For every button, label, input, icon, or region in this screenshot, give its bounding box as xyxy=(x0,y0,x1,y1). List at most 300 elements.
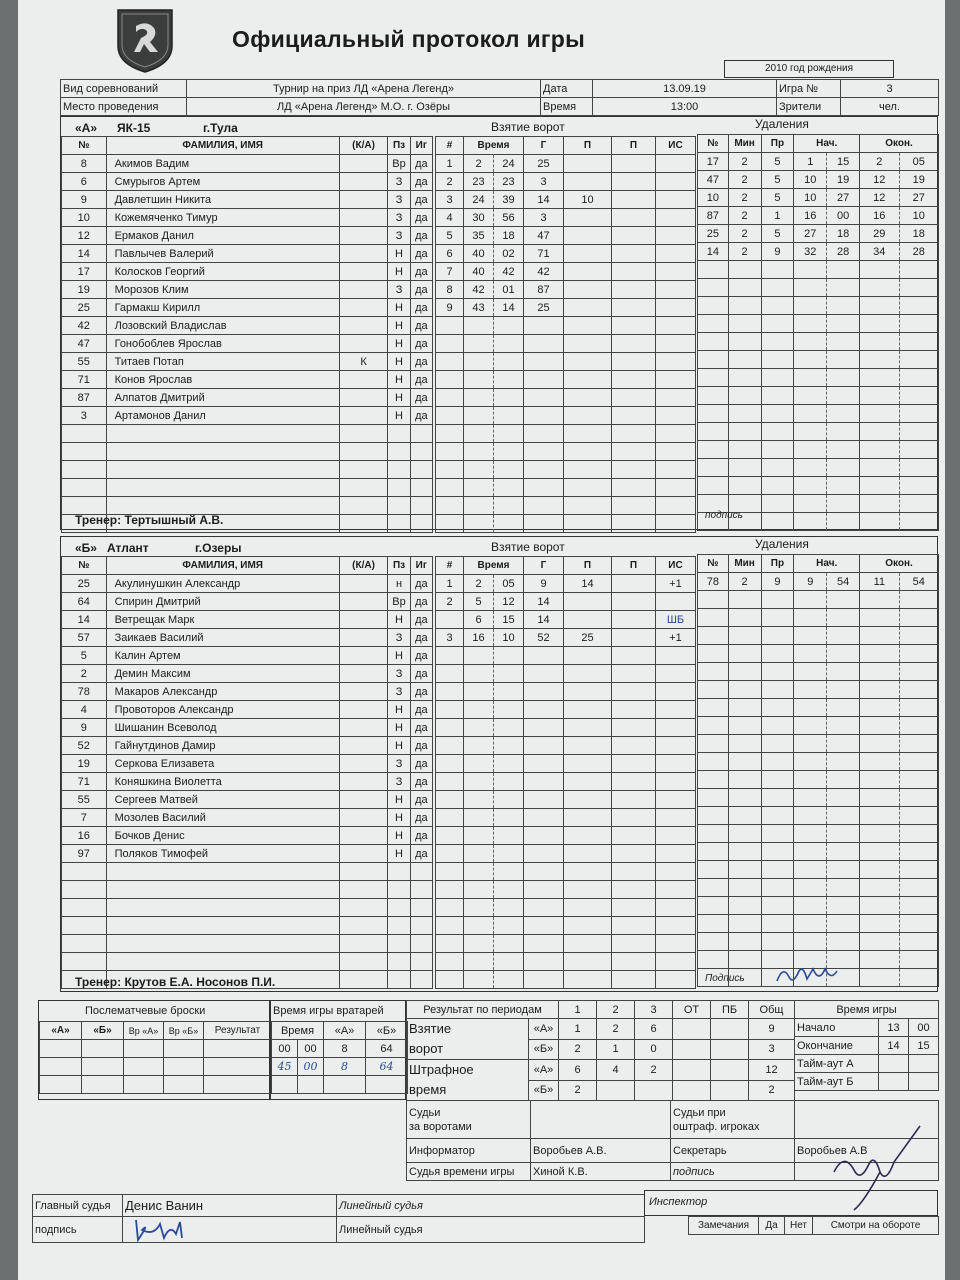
goal-scorer xyxy=(524,917,564,935)
table-row xyxy=(436,773,696,791)
table-row xyxy=(698,189,939,207)
penalty-reason xyxy=(761,297,794,315)
penalty-end-sec xyxy=(899,279,938,297)
goal-assist-2 xyxy=(612,791,656,809)
goal-assist-1: 25 xyxy=(564,629,612,647)
player-played xyxy=(410,899,432,917)
goal-scorer xyxy=(524,515,564,533)
goal-second xyxy=(494,827,524,845)
player-name xyxy=(106,443,339,461)
player-position xyxy=(388,425,410,443)
penalty-start-min xyxy=(794,423,827,441)
player-played xyxy=(410,443,432,461)
game-time-table xyxy=(794,1000,939,1091)
goal-assist-1: 14 xyxy=(564,575,612,593)
player-name: Мозолев Василий xyxy=(106,809,339,827)
goal-assist-2 xyxy=(612,971,656,989)
penalty-reason xyxy=(761,591,794,609)
penalty-start-min xyxy=(794,297,827,315)
team-a-section xyxy=(60,116,938,530)
penalty-minutes xyxy=(728,807,761,825)
penalty-reason xyxy=(761,861,794,879)
player-role xyxy=(339,497,388,515)
goal-second: 24 xyxy=(494,155,524,173)
player-position: Н xyxy=(388,827,410,845)
player-number: 47 xyxy=(62,335,107,353)
goals-head-time: Время xyxy=(464,137,524,155)
team-a-roster xyxy=(61,136,433,533)
penalty-end-min xyxy=(860,789,899,807)
gk-row1-b: 64 xyxy=(366,1040,408,1058)
time-label: Время xyxy=(541,98,593,116)
player-position xyxy=(388,935,410,953)
player-role xyxy=(339,917,388,935)
goal-number xyxy=(436,443,464,461)
goal-second: 14 xyxy=(494,299,524,317)
goal-situation xyxy=(656,899,696,917)
goal-situation xyxy=(656,245,696,263)
penalty-minutes: 2 xyxy=(728,573,761,591)
goalie-b-col: «Б» xyxy=(366,1022,408,1040)
penalty-minutes xyxy=(728,861,761,879)
player-role xyxy=(339,371,388,389)
player-role xyxy=(339,719,388,737)
player-role xyxy=(339,899,388,917)
player-name: Заикаев Василий xyxy=(106,629,339,647)
goal-assist-1 xyxy=(564,335,612,353)
player-position xyxy=(388,971,410,989)
player-number xyxy=(62,899,107,917)
penalty-start-sec xyxy=(827,771,860,789)
penalty-reason xyxy=(761,333,794,351)
table-row xyxy=(62,263,433,281)
penalty-reason xyxy=(761,627,794,645)
penalty-judges-label xyxy=(671,1101,795,1139)
player-number: 55 xyxy=(62,791,107,809)
player-name xyxy=(106,425,339,443)
penalty-start-sec xyxy=(827,897,860,915)
penalty-reason: 9 xyxy=(761,243,794,261)
player-position: З xyxy=(388,281,410,299)
goal-assist-2 xyxy=(612,335,656,353)
player-number xyxy=(62,863,107,881)
penalty-start-min xyxy=(794,753,827,771)
penalty-player xyxy=(698,843,729,861)
penalty-reason xyxy=(761,825,794,843)
penalty-start-sec xyxy=(827,915,860,933)
penalty-end-sec: 19 xyxy=(899,171,938,189)
goal-minute xyxy=(464,407,494,425)
goal-assist-1 xyxy=(564,593,612,611)
goal-second xyxy=(494,353,524,371)
goals-head-assist2: П xyxy=(612,137,656,155)
goal-number: 6 xyxy=(436,245,464,263)
results-goals-label xyxy=(407,1019,529,1060)
player-role xyxy=(339,845,388,863)
player-position: Н xyxy=(388,299,410,317)
goal-number: 8 xyxy=(436,281,464,299)
penalty-player xyxy=(698,459,729,477)
table-row xyxy=(436,593,696,611)
goal-situation xyxy=(656,317,696,335)
penalty-start-sec xyxy=(827,591,860,609)
player-role xyxy=(339,863,388,881)
goal-second xyxy=(494,443,524,461)
goal-assist-2 xyxy=(612,683,656,701)
competition-value: Турнир на приз ЛД «Арена Легенд» xyxy=(187,80,541,98)
player-name xyxy=(106,461,339,479)
goal-assist-2 xyxy=(612,593,656,611)
goal-judges-label xyxy=(407,1101,531,1139)
goals-a-total: 9 xyxy=(749,1019,795,1040)
goal-second: 10 xyxy=(494,629,524,647)
penalty-minutes xyxy=(728,627,761,645)
player-number xyxy=(62,935,107,953)
goalie-a-col: «А» xyxy=(324,1022,366,1040)
penalty-player xyxy=(698,627,729,645)
player-number: 4 xyxy=(62,701,107,719)
table-row xyxy=(698,261,939,279)
table-row xyxy=(698,897,939,915)
player-position: Н xyxy=(388,407,410,425)
table-row xyxy=(62,335,433,353)
goal-minute xyxy=(464,461,494,479)
goal-situation xyxy=(656,209,696,227)
penalty-start-min xyxy=(794,645,827,663)
penalty-end-sec xyxy=(899,591,938,609)
goalie-time-table xyxy=(271,1021,408,1094)
penalty-start-sec xyxy=(827,459,860,477)
goal-number xyxy=(436,827,464,845)
player-position: Н xyxy=(388,611,410,629)
player-role xyxy=(339,425,388,443)
player-played: да xyxy=(410,407,432,425)
goal-minute: 42 xyxy=(464,281,494,299)
table-row xyxy=(698,369,939,387)
goal-number xyxy=(436,719,464,737)
goal-situation xyxy=(656,155,696,173)
goal-minute xyxy=(464,497,494,515)
player-name xyxy=(106,917,339,935)
penalty-start-sec xyxy=(827,933,860,951)
goal-situation xyxy=(656,191,696,209)
player-number: 19 xyxy=(62,755,107,773)
penalty-start-min xyxy=(794,315,827,333)
player-name: Павлычев Валерий xyxy=(106,245,339,263)
penalty-minutes xyxy=(728,897,761,915)
goal-minute: 43 xyxy=(464,299,494,317)
goal-situation: +1 xyxy=(656,575,696,593)
goal-scorer xyxy=(524,755,564,773)
table-row xyxy=(436,227,696,245)
goal-situation xyxy=(656,809,696,827)
goal-minute xyxy=(464,719,494,737)
penalty-end-min xyxy=(860,315,899,333)
penalty-start-min: 32 xyxy=(794,243,827,261)
team-b-sign-label: Подпись xyxy=(705,973,745,984)
goal-scorer xyxy=(524,407,564,425)
player-number: 71 xyxy=(62,371,107,389)
penalty-reason xyxy=(761,645,794,663)
player-role xyxy=(339,299,388,317)
penalty-player xyxy=(698,933,729,951)
player-role xyxy=(339,317,388,335)
goal-situation xyxy=(656,935,696,953)
team-a-goals xyxy=(435,136,696,533)
goal-minute xyxy=(464,827,494,845)
player-name: Коняшкина Виолетта xyxy=(106,773,339,791)
player-name: Калин Артем xyxy=(106,647,339,665)
penalty-player xyxy=(698,279,729,297)
pen-head-min: Мин xyxy=(728,555,761,573)
pim-a-pb xyxy=(711,1060,749,1081)
goal-assist-2 xyxy=(612,425,656,443)
time-value: 13:00 xyxy=(593,98,777,116)
penalty-reason xyxy=(761,717,794,735)
table-row xyxy=(62,407,433,425)
protocol-sheet xyxy=(18,0,945,1280)
player-played: да xyxy=(410,335,432,353)
goals-head-num: # xyxy=(436,557,464,575)
team-b-section xyxy=(60,536,938,992)
goalie-time-box xyxy=(270,1000,406,1100)
player-role: К xyxy=(339,353,388,371)
results-title: Результат по периодам xyxy=(407,1001,559,1019)
table-row xyxy=(436,665,696,683)
penalty-reason xyxy=(761,897,794,915)
penalty-start-sec xyxy=(827,351,860,369)
penalty-end-min xyxy=(860,735,899,753)
goal-scorer xyxy=(524,683,564,701)
penalty-end-sec xyxy=(899,951,938,969)
penalty-end-sec xyxy=(899,969,938,987)
penalty-player xyxy=(698,807,729,825)
player-position: Н xyxy=(388,245,410,263)
goal-scorer xyxy=(524,827,564,845)
penalty-player xyxy=(698,477,729,495)
player-played: да xyxy=(410,353,432,371)
table-row xyxy=(698,609,939,627)
goal-scorer xyxy=(524,791,564,809)
game-start-label: Начало xyxy=(795,1019,879,1037)
goal-assist-1 xyxy=(564,173,612,191)
table-row xyxy=(436,701,696,719)
penalty-player xyxy=(698,915,729,933)
pen-head-start: Нач. xyxy=(794,555,860,573)
gk-row2-a: 8 xyxy=(324,1058,366,1076)
penalty-minutes: 2 xyxy=(728,189,761,207)
penalty-minutes: 2 xyxy=(728,243,761,261)
roster-head-ka: (К/А) xyxy=(339,137,388,155)
penalty-end-sec xyxy=(899,681,938,699)
goal-number xyxy=(436,683,464,701)
penalty-player xyxy=(698,735,729,753)
goal-second: 12 xyxy=(494,593,524,611)
player-played: да xyxy=(410,827,432,845)
penalty-start-min xyxy=(794,609,827,627)
page-title: Официальный протокол игры xyxy=(232,26,586,52)
goal-assist-2 xyxy=(612,899,656,917)
goal-number xyxy=(436,665,464,683)
goal-minute xyxy=(464,863,494,881)
penalty-start-sec xyxy=(827,627,860,645)
results-total: Общ xyxy=(749,1001,795,1019)
goal-situation xyxy=(656,299,696,317)
goal-assist-2 xyxy=(612,845,656,863)
player-position: Н xyxy=(388,791,410,809)
table-row xyxy=(698,627,939,645)
game-end-h: 14 xyxy=(879,1037,909,1055)
goal-assist-2 xyxy=(612,881,656,899)
goals-a-p1: 1 xyxy=(559,1019,597,1040)
goal-assist-2 xyxy=(612,461,656,479)
goal-situation xyxy=(656,647,696,665)
goal-assist-2 xyxy=(612,935,656,953)
table-row xyxy=(62,173,433,191)
penalty-minutes xyxy=(728,843,761,861)
penalty-end-sec xyxy=(899,423,938,441)
penalty-player xyxy=(698,645,729,663)
inspector-box xyxy=(644,1190,938,1216)
player-number: 5 xyxy=(62,647,107,665)
penalty-end-min: 11 xyxy=(860,573,899,591)
table-row xyxy=(436,407,696,425)
goal-scorer: 25 xyxy=(524,299,564,317)
goal-second: 18 xyxy=(494,227,524,245)
player-position: Н xyxy=(388,737,410,755)
goal-scorer xyxy=(524,881,564,899)
player-played: да xyxy=(410,737,432,755)
table-row xyxy=(698,915,939,933)
penalty-minutes: 2 xyxy=(728,225,761,243)
penalty-minutes xyxy=(728,351,761,369)
goal-assist-2 xyxy=(612,245,656,263)
player-position: Н xyxy=(388,389,410,407)
player-position: З xyxy=(388,191,410,209)
table-row xyxy=(698,807,939,825)
goal-assist-2 xyxy=(612,281,656,299)
goal-minute: 40 xyxy=(464,245,494,263)
goal-number xyxy=(436,845,464,863)
goal-assist-1 xyxy=(564,245,612,263)
table-row xyxy=(436,755,696,773)
goal-scorer: 14 xyxy=(524,593,564,611)
penalty-end-min: 34 xyxy=(860,243,899,261)
goal-assist-1 xyxy=(564,443,612,461)
penalty-minutes xyxy=(728,315,761,333)
penalty-minutes xyxy=(728,915,761,933)
roster-head-name: ФАМИЛИЯ, ИМЯ xyxy=(106,137,339,155)
player-name: Конов Ярослав xyxy=(106,371,339,389)
player-position: З xyxy=(388,227,410,245)
player-played: да xyxy=(410,245,432,263)
goal-assist-2 xyxy=(612,719,656,737)
spectators-value: чел. xyxy=(841,98,939,116)
goal-situation xyxy=(656,443,696,461)
shootout-result: Результат xyxy=(204,1022,272,1040)
table-row xyxy=(436,515,696,533)
goal-number xyxy=(436,515,464,533)
results-pim-a: «А» xyxy=(529,1060,559,1081)
penalty-start-min xyxy=(794,879,827,897)
goal-second xyxy=(494,935,524,953)
informer-value: Воробьев А.В. xyxy=(531,1139,671,1163)
penalty-reason: 5 xyxy=(761,171,794,189)
player-role xyxy=(339,173,388,191)
penalty-start-sec: 28 xyxy=(827,243,860,261)
player-number: 55 xyxy=(62,353,107,371)
pim-b-pb xyxy=(711,1080,749,1101)
goal-second xyxy=(494,665,524,683)
player-played: да xyxy=(410,389,432,407)
table-row xyxy=(62,575,433,593)
penalty-end-min xyxy=(860,423,899,441)
goal-minute: 2 xyxy=(464,155,494,173)
goal-second: 01 xyxy=(494,281,524,299)
table-row xyxy=(698,243,939,261)
goal-scorer: 42 xyxy=(524,263,564,281)
goal-assist-2 xyxy=(612,209,656,227)
results-pim-label-2: время xyxy=(409,1082,447,1097)
penalty-start-sec xyxy=(827,735,860,753)
roster-head-num: № xyxy=(62,557,107,575)
goal-scorer xyxy=(524,773,564,791)
table-row xyxy=(62,845,433,863)
goal-situation xyxy=(656,791,696,809)
goal-assist-1 xyxy=(564,845,612,863)
goal-assist-2 xyxy=(612,263,656,281)
table-row xyxy=(62,755,433,773)
player-number xyxy=(62,479,107,497)
goal-assist-1 xyxy=(564,899,612,917)
table-row xyxy=(62,389,433,407)
player-played: да xyxy=(410,317,432,335)
penalty-start-min xyxy=(794,591,827,609)
player-played: да xyxy=(410,647,432,665)
goal-assist-1 xyxy=(564,953,612,971)
penalty-minutes: 2 xyxy=(728,207,761,225)
player-played: да xyxy=(410,281,432,299)
penalty-end-sec xyxy=(899,513,938,531)
penalty-player: 17 xyxy=(698,153,729,171)
player-name: Акулинушкин Александр xyxy=(106,575,339,593)
goal-assist-1 xyxy=(564,737,612,755)
penalty-end-sec xyxy=(899,627,938,645)
goal-assist-1 xyxy=(564,299,612,317)
remarks-table xyxy=(688,1216,939,1235)
chief-referee-value: Денис Ванин xyxy=(123,1195,337,1217)
goal-minute xyxy=(464,665,494,683)
penalty-reason xyxy=(761,915,794,933)
player-name: Кожемяченко Тимур xyxy=(106,209,339,227)
penalty-start-min xyxy=(794,333,827,351)
goal-number xyxy=(436,461,464,479)
penalty-start-min xyxy=(794,717,827,735)
goal-assist-1 xyxy=(564,935,612,953)
goal-second xyxy=(494,335,524,353)
goal-assist-2 xyxy=(612,809,656,827)
player-position xyxy=(388,461,410,479)
penalty-minutes xyxy=(728,591,761,609)
table-row xyxy=(62,497,433,515)
player-role xyxy=(339,575,388,593)
player-name: Бочков Денис xyxy=(106,827,339,845)
table-row xyxy=(62,191,433,209)
player-position: З xyxy=(388,773,410,791)
goal-number xyxy=(436,611,464,629)
roster-head-ig: Иг xyxy=(410,557,432,575)
goal-scorer: 14 xyxy=(524,611,564,629)
